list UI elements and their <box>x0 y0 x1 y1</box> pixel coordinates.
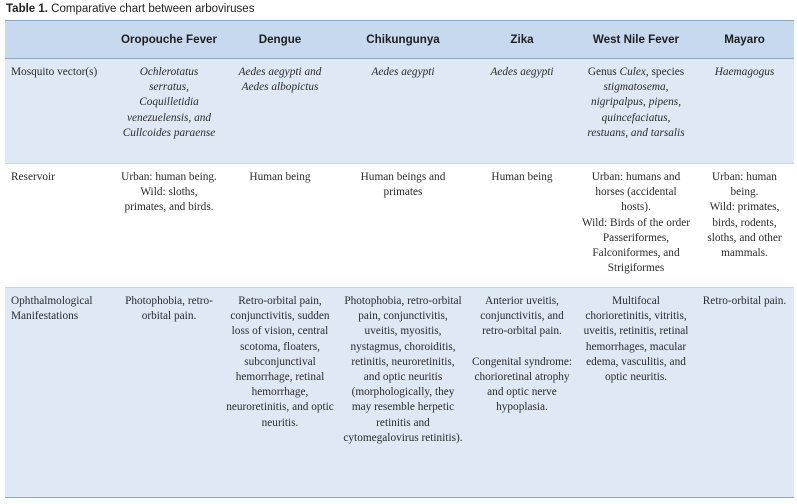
cell-reservoir-west-nile <box>577 164 695 288</box>
header-oropouche: Oropouche Fever <box>117 21 221 59</box>
cell-mosquito-chikungunya: Aedes aegypti <box>339 59 467 164</box>
arbovirus-comparison-table <box>5 20 794 498</box>
west-nile-genus: Culex <box>619 66 646 78</box>
header-empty <box>5 21 117 59</box>
row-mosquito-vector <box>5 59 794 164</box>
cell-reservoir-zika: Human being <box>467 164 577 288</box>
row-reservoir <box>5 164 794 288</box>
cell-ophthalmo-zika <box>467 288 577 498</box>
west-nile-wild: Wild: Birds of the order Passeriformes, Falconiformes, and Strigiformes <box>581 216 691 275</box>
header-west-nile: West Nile Fever <box>577 21 695 59</box>
cell-mosquito-dengue: Aedes aegypti and Aedes albopictus <box>221 59 339 164</box>
header-dengue: Dengue <box>221 21 339 59</box>
west-nile-urban: Urban: humans and horses (accidental hosts). <box>591 171 681 214</box>
cell-mosquito-mayaro: Haemagogus <box>695 59 794 164</box>
mayaro-urban: Urban: human being. <box>712 171 777 199</box>
cell-ophthalmo-mayaro: Retro-orbital pain. <box>695 288 794 498</box>
header-zika: Zika <box>467 21 577 59</box>
oropouche-wild: Wild: sloths, primates, and birds. <box>124 186 214 214</box>
west-nile-genus-prefix: Genus <box>587 66 620 78</box>
cell-reservoir-oropouche <box>117 164 221 288</box>
zika-manifestations: Anterior uveitis, conjunctivitis, and retro-orbital pain. <box>480 295 564 338</box>
table-caption <box>6 3 254 15</box>
west-nile-species: stigmatosema, nigripalpus, pipens, quincefaciatus, restuans, and tarsalis <box>587 81 685 139</box>
caption-label: Table 1. <box>6 3 48 15</box>
cell-ophthalmo-oropouche: Photophobia, retro-orbital pain. <box>117 288 221 498</box>
row-label-reservoir: Reservoir <box>5 164 117 288</box>
cell-mosquito-zika: Aedes aegypti <box>467 59 577 164</box>
zika-spacer <box>470 340 574 355</box>
west-nile-species-prefix: , species <box>645 66 685 78</box>
cell-reservoir-mayaro <box>695 164 794 288</box>
caption-text: Comparative chart between arboviruses <box>51 3 255 15</box>
cell-reservoir-dengue: Human being <box>221 164 339 288</box>
row-ophthalmological <box>5 288 794 498</box>
row-label-mosquito: Mosquito vector(s) <box>5 59 117 164</box>
cell-ophthalmo-chikungunya: Photophobia, retro-orbital pain, conjunctivitis, uveitis, myositis, nystagmus, choroiditis, retinitis, neuroretinitis, and optic neuritis (morphologically, they may resemble herpetic retinitis and cytomegalovirus retinitis). <box>339 288 467 498</box>
oropouche-urban: Urban: human being. <box>121 171 217 183</box>
cell-ophthalmo-west-nile: Multifocal chorioretinitis, vitritis, uveitis, retinitis, retinal hemorrhages, macular edema, vasculitis, and optic neuritis. <box>577 288 695 498</box>
cell-ophthalmo-dengue: Retro-orbital pain, conjunctivitis, sudden loss of vision, central scotoma, floaters, subconjunctival hemorrhage, retinal hemorrhage, neuroretinitis, and optic neuritis. <box>221 288 339 498</box>
header-mayaro: Mayaro <box>695 21 794 59</box>
header-row <box>5 21 794 59</box>
zika-congenital-syndrome: Congenital syndrome: chorioretinal atrophy and optic nerve hypoplasia. <box>471 355 573 414</box>
cell-reservoir-chikungunya: Human beings and primates <box>339 164 467 288</box>
cell-mosquito-oropouche: Ochlerotatus serratus, Coquilletidia venezuelensis, and Cullcoides paraense <box>117 59 221 164</box>
mayaro-wild: Wild: primates, birds, rodents, sloths, and other mammals. <box>707 201 782 260</box>
row-label-ophthalmological: Ophthalmological Manifestations <box>5 288 117 498</box>
header-chikungunya: Chikungunya <box>339 21 467 59</box>
cell-mosquito-west-nile <box>577 59 695 164</box>
